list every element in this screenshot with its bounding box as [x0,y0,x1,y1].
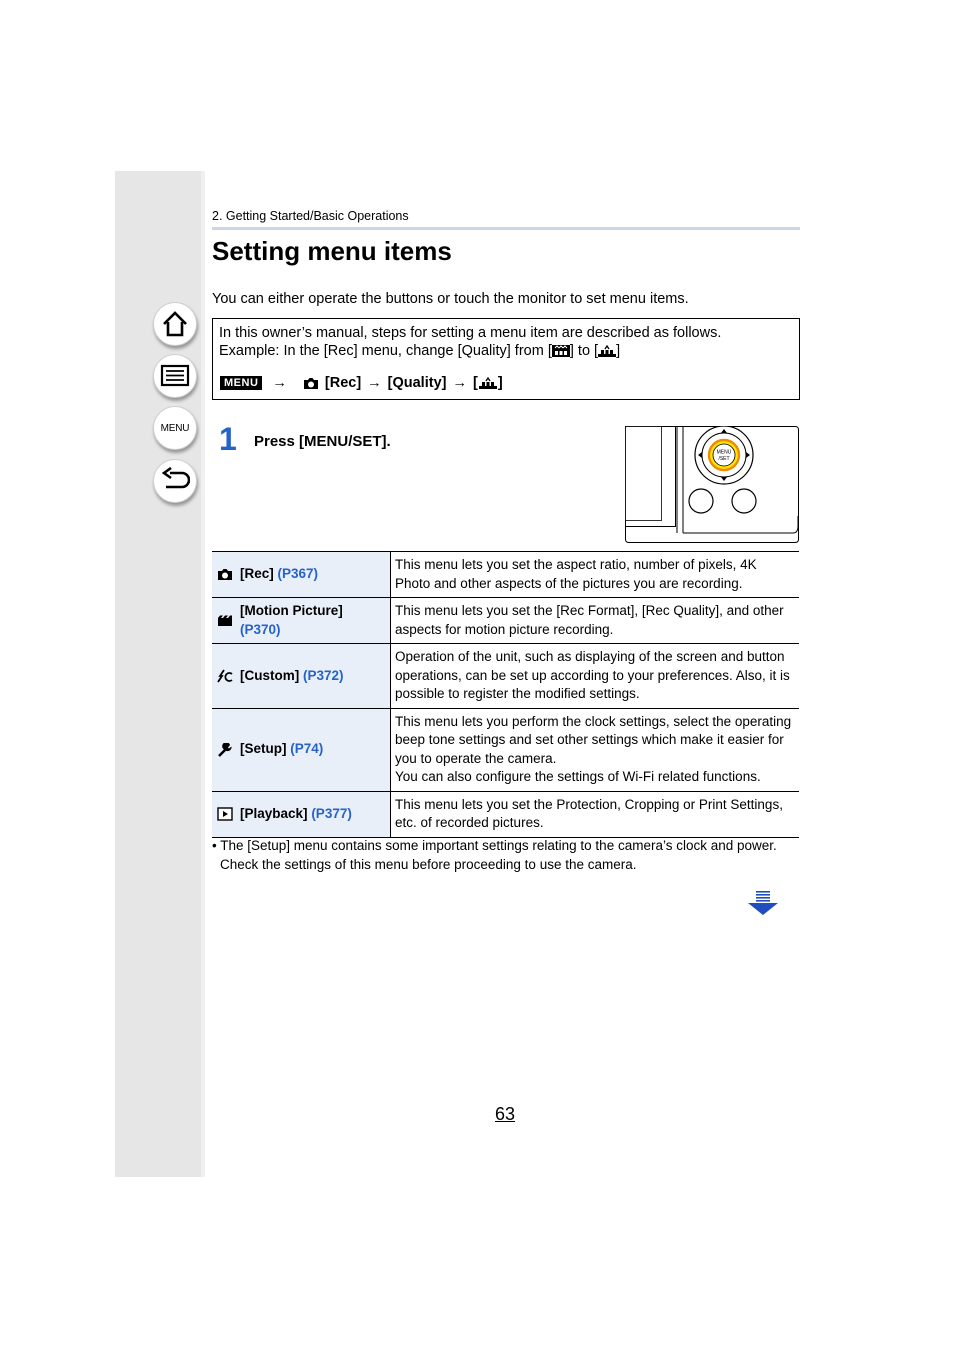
menu-name-cell [212,644,391,709]
path-arrow-2: → [367,375,382,391]
menu-badge: MENU [220,376,262,390]
menu-desc-cell [391,708,800,791]
page-ref-link[interactable]: (P372) [303,667,344,683]
menu-description: This menu lets you perform the clock settings, select the operating beep tone settings and set other settings which make it easier for you to operate the camera. [395,713,792,766]
table-row [212,644,799,709]
example-text-prefix: Example: In the [Rec] menu, change [Quality] from [ [219,343,552,359]
menu-name: [Playback] [240,805,308,821]
menu-desc-cell [391,598,800,644]
bracket-close: ] [497,375,503,391]
example-text-mid: ] to [ [569,343,599,359]
intro-text: You can either operate the buttons or touch the monitor to set menu items. [212,291,689,307]
camera-icon [303,377,319,390]
page-ref-link[interactable]: (P370) [240,621,281,637]
page-ref-link[interactable]: (P74) [290,741,324,757]
note-line-2: Check the settings of this menu before proceeding to use the camera. [220,857,637,872]
wrench-icon [217,743,233,757]
example-text-suffix: ] [616,343,621,359]
quality-standard-icon [479,377,497,389]
home-button[interactable] [153,302,197,346]
menu-desc-cell [391,644,800,709]
menu-name-cell [212,708,391,791]
page-number: 63 [495,1104,516,1124]
example-menu-path [220,375,503,391]
example-line-1: In this owner’s manual, steps for setting a menu item are described as follows. [219,325,722,341]
menu-description: This menu lets you set the Protection, Cropping or Print Settings, etc. of recorded pictures. [395,796,783,830]
back-arrow-icon [160,467,190,495]
note-line-1: • The [Setup] menu contains some important settings relating to the camera’s clock and power. [212,838,777,853]
menu-name: [Rec] [240,566,274,582]
home-icon [160,309,190,339]
camera-back-illustration [625,426,799,543]
path-target [473,375,503,391]
section-heading: 2. Getting Started/Basic Operations [212,209,409,223]
camera-icon [217,568,233,581]
setup-note [212,836,802,874]
page-ref-link[interactable]: (P367) [277,566,319,582]
menu-table [212,551,799,838]
contents-button[interactable] [153,354,197,398]
menu-name: [Motion Picture] [240,603,343,618]
section-divider [212,227,800,230]
custom-icon [217,669,233,683]
menu-name: [Setup] [240,741,287,757]
table-row [212,552,799,598]
step-instruction: Press [MENU/SET]. [254,433,391,450]
table-row [212,708,799,791]
menu-icon: MENU [160,422,190,434]
table-row [212,791,799,837]
list-icon [160,363,190,389]
playback-icon [217,807,233,821]
menu-name: [Custom] [240,667,300,683]
menu-name-cell [212,598,391,644]
quality-fine-icon [552,345,570,357]
example-box [212,318,800,400]
table-row [212,598,799,644]
menu-description: Operation of the unit, such as displaying of the screen and button operations, can be set up according to your preferences. Also, it is possible to register the modified settings. [395,649,790,701]
next-page-arrow-icon[interactable] [747,890,779,916]
menu-description: This menu lets you set the aspect ratio, number of pixels, 4K Photo and other aspects of the pictures you are recording. [395,557,757,591]
menu-button[interactable] [153,406,197,450]
menu-set-label-bottom: /SET [718,456,730,462]
menu-desc-cell [391,791,800,837]
sidebar-edge [201,171,205,1177]
menu-description-extra: You can also configure the settings of Wi-Fi related functions. [395,769,761,784]
path-quality: [Quality] [387,375,447,391]
menu-set-label-top: MENU [716,449,732,456]
quality-standard-icon [598,345,616,357]
example-line-2 [219,343,620,359]
motion-picture-icon [217,615,233,627]
path-arrow-3: → [452,375,467,391]
page-ref-link[interactable]: (P377) [311,805,352,821]
path-rec: [Rec] [324,375,362,391]
menu-name-cell [212,791,391,837]
menu-name-cell [212,552,391,598]
path-arrow-1: → [272,375,287,391]
back-button[interactable] [153,459,197,503]
page-title: Setting menu items [212,236,452,266]
menu-description: This menu lets you set the [Rec Format], [Rec Quality], and other aspects for motion picture recording. [395,603,784,637]
step-number: 1 [219,421,237,457]
bracket-open: [ [472,375,478,391]
menu-desc-cell [391,552,800,598]
